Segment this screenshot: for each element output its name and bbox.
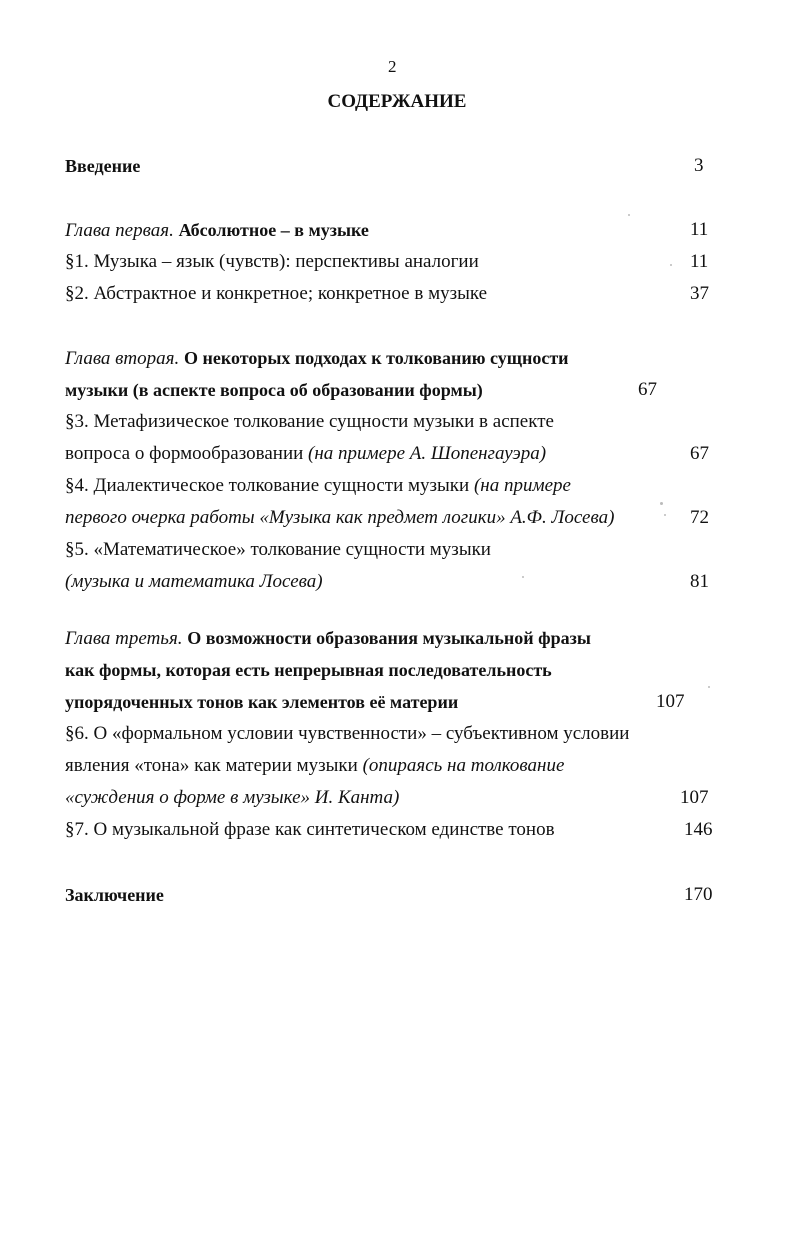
scan-speck <box>664 514 666 516</box>
page-title: СОДЕРЖАНИЕ <box>327 91 467 112</box>
toc-chapter1-heading <box>65 218 369 243</box>
toc-conclusion-page: 170 <box>684 884 713 905</box>
toc-section7-page: 146 <box>684 819 713 840</box>
toc-section2: §2. Абстрактное и конкретное; конкретное в музыке <box>65 283 488 304</box>
toc-intro-label: Введение <box>65 156 141 176</box>
chapter2-title-line1: О некоторых подходах к толкованию сущности <box>183 348 569 368</box>
section6-line2-italic: (опираясь на толкование <box>362 755 565 776</box>
scan-speck <box>628 214 630 216</box>
scan-speck <box>660 502 663 505</box>
section6-line2-plain: явления «тона» как материи музыки <box>65 755 363 776</box>
toc-section6-line3: «суждения о форме в музыке» И. Канта) <box>65 787 400 808</box>
chapter1-prefix: Глава первая. <box>65 220 174 241</box>
chapter3-title-line1: О возможности образования музыкальной фразы <box>187 628 591 648</box>
toc-section4-line1 <box>65 474 571 498</box>
toc-section3-page: 67 <box>690 443 709 464</box>
toc-chapter2-page: 67 <box>638 379 657 400</box>
toc-section7: §7. О музыкальной фразе как синтетическом единстве тонов <box>65 819 555 840</box>
toc-section5-line1: §5. «Математическое» толкование сущности музыки <box>65 539 491 560</box>
chapter3-title-line2: как формы, которая есть непрерывная последовательность <box>65 660 552 680</box>
toc-section5-page: 81 <box>690 571 709 592</box>
scan-speck <box>670 264 672 266</box>
section3-line2-plain: вопроса о формообразовании <box>65 443 309 464</box>
section4-line1-plain: §4. Диалектическое толкование сущности музыки <box>65 475 474 496</box>
scan-speck <box>708 686 710 688</box>
toc-chapter3-page: 107 <box>656 691 685 712</box>
chapter3-prefix: Глава третья. <box>65 628 183 649</box>
toc-section6-page: 107 <box>680 787 709 808</box>
toc-chapter3-heading-line1 <box>65 626 591 651</box>
chapter3-title-line3: упорядоченных тонов как элементов её материи <box>65 692 459 712</box>
chapter2-prefix: Глава вторая. <box>65 348 180 369</box>
chapter1-title: Абсолютное – в музыке <box>178 220 369 240</box>
toc-section6-line2 <box>65 754 564 778</box>
page-number: 2 <box>388 57 397 76</box>
toc-conclusion-label: Заключение <box>65 885 164 905</box>
toc-section4-line2: первого очерка работы «Музыка как предмет логики» А.Ф. Лосева) <box>65 507 615 528</box>
toc-intro-page: 3 <box>694 155 704 176</box>
toc-section1-page: 11 <box>690 251 709 272</box>
toc-section4-page: 72 <box>690 507 709 528</box>
toc-chapter1-page: 11 <box>690 219 709 240</box>
toc-chapter2-heading-line1 <box>65 346 569 371</box>
section3-line2-italic: (на примере А. Шопенгауэра) <box>308 443 547 464</box>
toc-section6-line1: §6. О «формальном условии чувственности» – субъективном условии <box>65 723 630 744</box>
chapter2-title-line2: музыки (в аспекте вопроса об образовании формы) <box>65 380 483 400</box>
toc-section2-page: 37 <box>690 283 709 304</box>
scan-speck <box>522 576 524 578</box>
toc-section1: §1. Музыка – язык (чувств): перспективы аналогии <box>65 251 479 272</box>
section4-line1-italic: (на примере <box>473 475 571 496</box>
toc-section3-line2 <box>65 442 546 466</box>
toc-section3-line1: §3. Метафизическое толкование сущности музыки в аспекте <box>65 411 554 432</box>
toc-section5-line2: (музыка и математика Лосева) <box>65 571 323 592</box>
